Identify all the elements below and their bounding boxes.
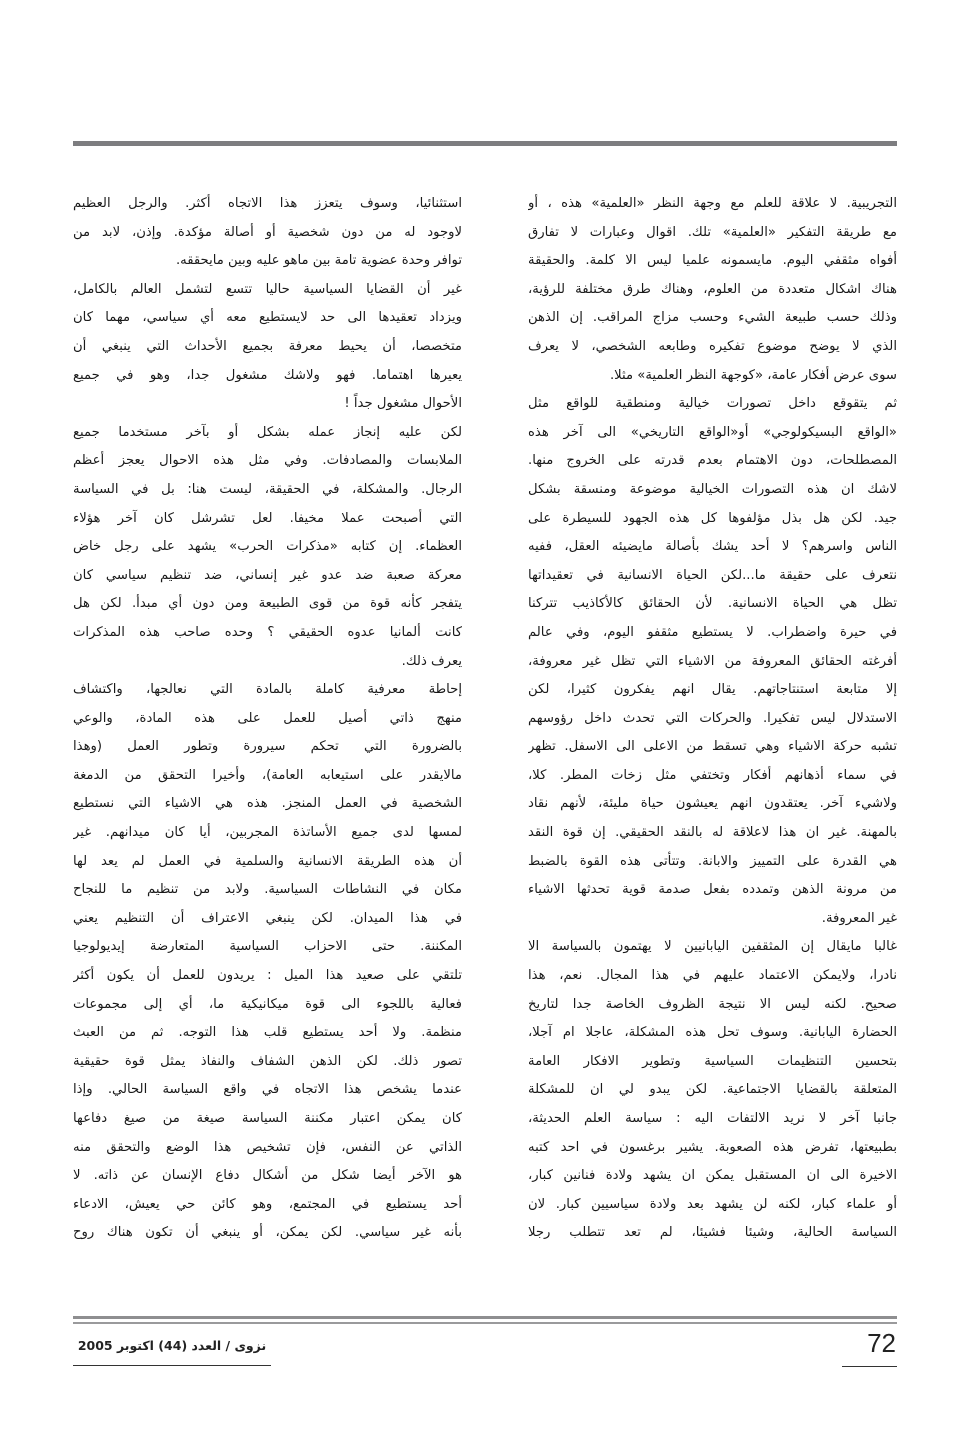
text-line: متخصصا، أن يحيط معرفة بجميع الأحداث التي ينبغي أن xyxy=(73,338,462,354)
text-line: وذلك حسب طبيعة الشيء وحسب مزاج المراقب. إن الذهن xyxy=(528,310,897,326)
text-line: الملابسات والمصادفات. وفي مثل هذه الاحوال يعجز أعظم xyxy=(73,453,462,469)
text-line: تصور ذلك. لكن الذهن الشفاف والنفاذ يمثل قوة حقيقية xyxy=(73,1053,462,1069)
text-line: ثم يتقوقع داخل تصورات خيالية ومنطقية للواقع مثل xyxy=(528,396,897,412)
text-line: في هذا الميدان. لكن ينبغي الاعتراف أن التنظيم يعني xyxy=(73,910,462,926)
text-line: العظماء. إن كتابه «مذكرات الحرب» يشهد على رجل خاض xyxy=(73,539,462,555)
text-line: هو الآخر أيضا شكل من أشكال دفاع الإنسان عن ذاته. لا xyxy=(73,1168,462,1184)
text-line: تظل هي الحياة الانسانية. لأن الحقائق كالأكاذيب تتركنا xyxy=(528,596,897,612)
text-line: غير المعروفة. xyxy=(821,910,897,926)
text-line: جانبا آخر لا نريد الالتفات اليه : سياسة العلم الحديثة، xyxy=(528,1111,897,1126)
text-line: توافر وحدة عضوية تامة بين ماهو عليه وبين مايحققه. xyxy=(175,253,462,269)
text-line: إلا متابعة استنتاجاتهم. يقال انهم يفكرون كثيرا، لكن xyxy=(528,682,897,698)
text-line: لاوجود له من دون شخصية أو أصالة مؤكدة. وإذن، لابد من xyxy=(73,224,462,240)
text-line: غير أن القضايا السياسية حاليا تتسع لتشمل العالم بالكامل، xyxy=(73,281,462,297)
text-line: إحاطة معرفية كاملة بالمادة التي نعالجها، واكتشاف xyxy=(73,682,462,698)
text-line: ويزداد تعقيدها الى حد لايستطيع معه أي سياسي، مهما كان xyxy=(73,310,462,326)
text-line: السياسة الحالية، وشيئا فشيئا، لم تعد تتطلب رجلا xyxy=(528,1225,897,1241)
footer-issue-underline xyxy=(73,1365,271,1366)
text-line: منهج ذاتي أصيل للعمل على هذه المادة، والوعي xyxy=(73,710,462,726)
text-line: الناس واسرهم؟ لا أحد يشك بأصالة مايضيئه العقل، ففيه xyxy=(528,539,897,555)
text-line: لكن عليه إنجاز عمله بشكل أو بآخر مستخدما جميع xyxy=(73,424,462,440)
text-line: أفرغته الحقائق المعروفة من الاشياء التي تظل غير معروفة، xyxy=(528,653,897,669)
text-line: صحيح. لكنه ليس الا نتيجة الظروف الخاصة جدا لتاريخ xyxy=(528,996,897,1012)
text-line: كان يمكن اعتبار مكننة السياسة صيغة من صيغ دفاعها xyxy=(73,1111,462,1126)
text-line: تلتقي على صعيد هذا الميل : يريدون للعمل أن يكون أكثر xyxy=(73,968,462,984)
text-line: الرجال. والمشكلة، في الحقيقة، ليست هنا: بل في السياسة xyxy=(73,481,462,497)
text-line: الاخيرة الى ان المستقبل يمكن ان يشهد ولادة فنانين كبار، xyxy=(528,1168,897,1184)
header-rule xyxy=(73,141,897,146)
text-line: ولاشيء آخر. يعتقدون انهم يعيشون حياة مليئة، لأنهم نقاد xyxy=(528,796,897,812)
text-line: معركة صعبة ضد عدو غير إنساني، ضد تنظيم سياسي كان xyxy=(73,567,462,583)
text-line: الذاتي عن النفس، فإن تشخيص هذا الوضع والتحقق منه xyxy=(73,1139,462,1155)
text-line: يعيرها اهتماما. فهو ولاشك مشغول جدا، وهو في جميع xyxy=(73,367,462,383)
text-line: هناك اشكال متعددة من العلوم، وهناك طرق مختلفة للرؤية، xyxy=(528,281,897,297)
right-column xyxy=(528,190,897,1248)
text-line: المصطلحات، دون الاهتمام بعدم قدرته على الخروج منها. xyxy=(528,453,897,469)
text-line: كانت ألمانيا عدوه الحقيقي ؟ وحده صاحب هذه المذكرات xyxy=(73,624,462,640)
text-line: استثنائيا، وسوف يتعزز هذا الاتجاه أكثر. والرجل العظيم xyxy=(73,196,462,211)
text-line: من مرونة الذهن وتمدده بفعل صدمة قوية تحدثها الاشياء xyxy=(528,882,897,898)
footer-rule-secondary xyxy=(73,1322,897,1324)
text-line: بالمهنة. غير ان هذا لاعلاقة له بالنقد الحقيقي. إن قوة النقد xyxy=(528,825,897,841)
text-line: الاستدلال ليس تفكيرا. والحركات التي تحدث داخل رؤوسهم xyxy=(528,710,897,726)
page-number-underline xyxy=(842,1366,897,1367)
text-line: التي أصبحت عملا مخيفا. لعل تشرشل كان آخر هؤلاء xyxy=(73,510,462,526)
text-line: الشخصية في العمل المنجز. هذه هي الاشياء التي نستطيع xyxy=(73,796,462,812)
text-line: أو علماء كبار، لكنه لن يشهد بعد ولادة سياسيين كبار. لان xyxy=(528,1196,897,1212)
text-line: الحضارة اليابانية. وسوف تحل هذه المشكلة، عاجلا ام آجلا، xyxy=(528,1025,897,1041)
text-line: منظمة. ولا أحد يستطيع قلب هذا التوجه. ثم من العبث xyxy=(73,1025,462,1041)
text-line: بطبيعتها، تفرض هذه الصعوبة. يشير برغسون في احد كتبه xyxy=(528,1139,897,1155)
text-line: الذي لا يوضح موضوع تفكيره وطابعه الشخصي، لا يعرف xyxy=(528,338,897,354)
text-line: يعرف ذلك. xyxy=(401,653,462,669)
text-line: هي القدرة على التمييز والابانة. وتتأتى هذه القوة بالضبط xyxy=(528,853,897,869)
text-line: المتعلقة بالقضايا الاجتماعية. لكن يبدو لي ان للمشكلة xyxy=(528,1082,897,1098)
page-number: 72 xyxy=(867,1328,896,1358)
text-line: في سماء أذهانهم أفكار وتختفي مثل زخات المطر. كلا، xyxy=(528,767,897,783)
footer-rule xyxy=(73,1316,897,1319)
text-line: بالضرورة التي تحكم سيرورة وتطور العمل (وهذا xyxy=(73,739,462,755)
text-line: جيد. لكن هل بذل مؤلفوها كل هذه الجهود للسيطرة على xyxy=(528,510,897,526)
text-line: يتفجر كأنه قوة من قوى الطبيعة ومن دون أي مبدأ. لكن هل xyxy=(73,596,462,612)
text-line: أحد يستطيع في المجتمع، وهو كائن حي يعيش، الادعاء xyxy=(73,1196,462,1212)
text-line: تشبه حركة الاشياء وهي تسقط من الاعلى الى الاسفل. تظهر xyxy=(528,739,897,755)
text-line: بتحسين التنظيمات السياسية وتطوير الافكار العامة xyxy=(528,1053,897,1069)
text-line: لاشك ان هذه التصورات الخيالية موضوعة ومنسقة بشكل xyxy=(528,481,897,497)
footer-issue-info: نزوى / العدد (44) اكتوبر 2005 xyxy=(77,1338,267,1353)
text-line: التجريبية. لا علاقة للعلم مع وجهة النظر «العلمية» هذه ، أو xyxy=(528,196,897,211)
text-line: أن هذه الطريقة الانسانية والسلمية في العمل لم يعد لها xyxy=(73,853,462,869)
text-line: في حيرة واضطراب. لا يستطيع مثقفو اليوم، وفي عالم xyxy=(528,624,897,640)
text-line: عندما يشخص هذا الاتجاه في واقع السياسة الحالي. وإذا xyxy=(73,1082,462,1098)
text-line: أفواه مثقفي اليوم. مايسمونه علميا ليس الا كلمة. والحقيقة xyxy=(528,253,897,269)
text-line: بأنه غير سياسي. لكن يمكن، أو ينبغي أن تكون هناك روح xyxy=(73,1225,462,1241)
text-line: مكان في النشاطات السياسية. ولابد من تنظيم ما للنجاح xyxy=(73,882,462,898)
text-line: غالبا مايقال إن المثقفين اليابانيين لا يهتمون بالسياسة الا xyxy=(528,939,897,955)
text-line: نتعرف على حقيقة ما...لكن الحياة الانسانية في تعقيداتها xyxy=(528,567,897,583)
text-line: «الواقع البسيكولوجي» أو«الواقع التاريخي» الى آخر هذه xyxy=(528,424,897,440)
text-line: سوى عرض أفكار عامة، «كوجهة النظر العلمية» مثلا. xyxy=(609,367,897,383)
text-line: نادرا، ولايمكن الاعتماد عليهم في هذا المجال. نعم، هذا xyxy=(528,968,897,984)
text-line: الأحوال مشغول جداً ! xyxy=(344,396,462,412)
text-line: لمسها لدى جميع الأساتذة المجربين، أيا كان ميدانهم. غير xyxy=(73,825,462,841)
text-line: المكننة. حتى الاحزاب السياسية المتعارضة إيديولوجيا xyxy=(73,939,462,955)
text-line: فعالية باللجوء الى قوة ميكانيكية ما، أي إلى مجموعات xyxy=(73,996,462,1012)
text-line: مالايقدر على استيعابه العامة)، وأخيرا التحقق من الدمغة xyxy=(73,767,462,783)
text-line: مع طريقة التفكير «العلمية» تلك. اقوال وعبارات لا تفارق xyxy=(528,224,897,240)
left-column xyxy=(73,190,462,1248)
